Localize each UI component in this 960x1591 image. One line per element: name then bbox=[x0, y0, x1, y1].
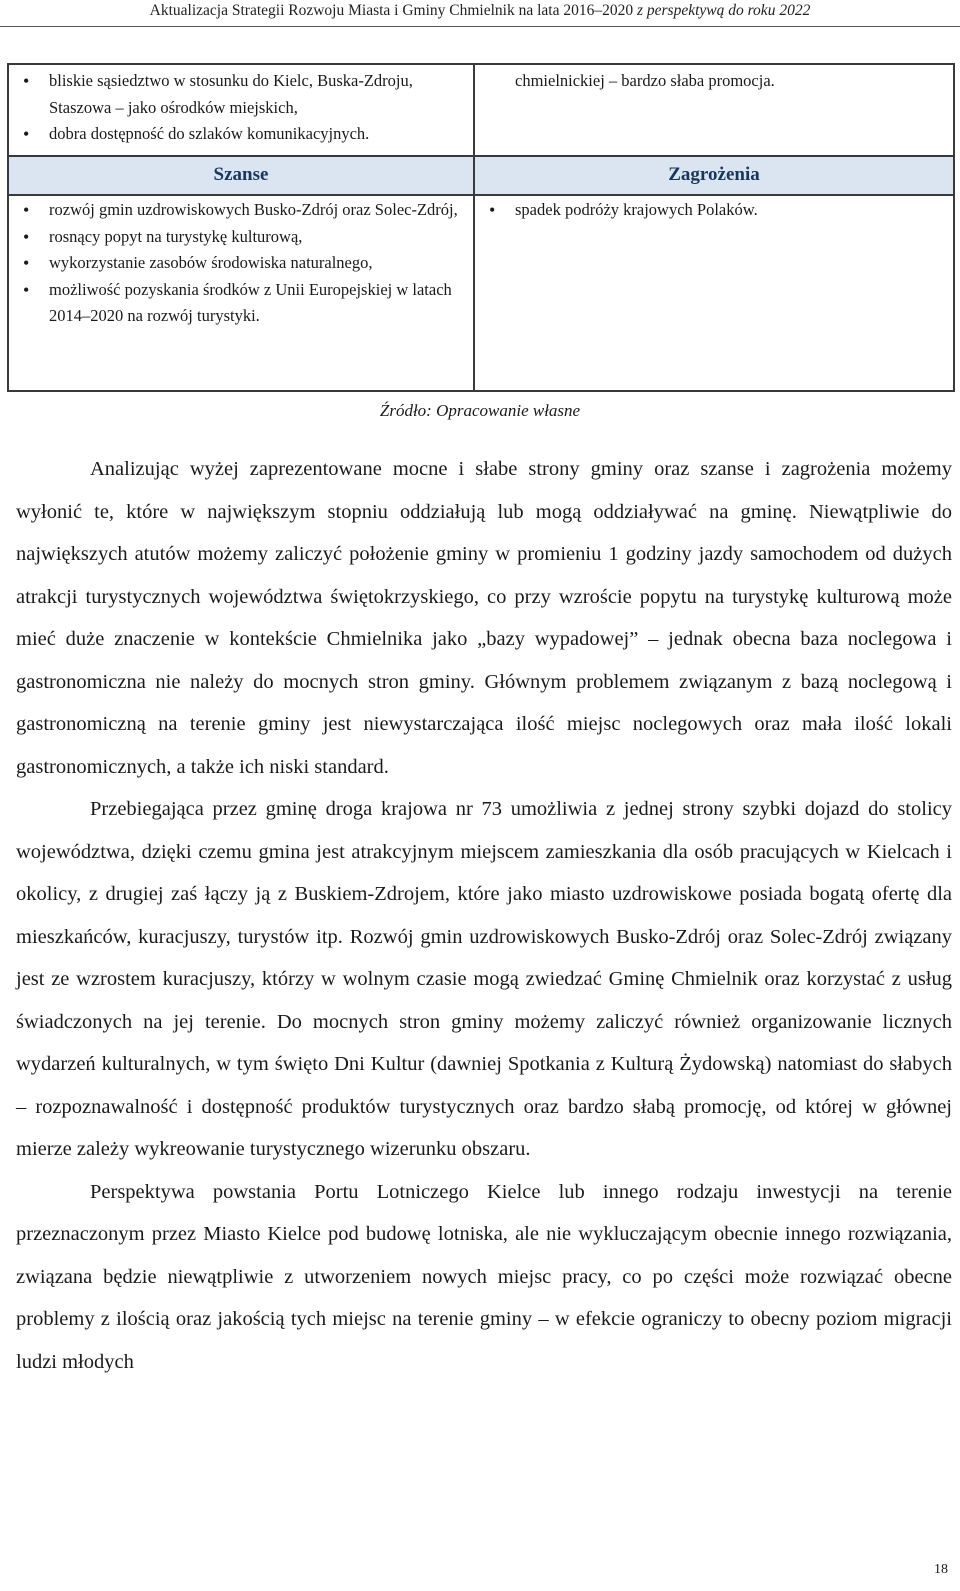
swot-row-opportunities-threats bbox=[8, 195, 954, 391]
body-text bbox=[16, 448, 952, 1383]
opportunities-cell bbox=[8, 195, 474, 391]
swot-headings-row bbox=[8, 156, 954, 195]
threats-list bbox=[475, 196, 953, 224]
list-item: • spadek podróży krajowych Polaków. bbox=[515, 197, 953, 224]
weaknesses-cell bbox=[474, 64, 954, 156]
opportunities-list bbox=[9, 196, 473, 330]
page-number: 18 bbox=[934, 1562, 948, 1577]
list-item: • dobra dostępność do szlaków komunikacyjnych. bbox=[49, 121, 473, 148]
running-header bbox=[0, 0, 960, 27]
swot-table bbox=[7, 63, 955, 392]
opportunities-heading: Szanse bbox=[8, 156, 474, 195]
weakness-continuation: chmielnickiej – bardzo słaba promocja. bbox=[515, 71, 775, 90]
list-item: • bliskie sąsiedztwo w stosunku do Kielc, Buska-Zdroju, Staszowa – jako ośrodków miejskich, bbox=[49, 68, 473, 121]
header-title-italic: z perspektywą do roku 2022 bbox=[636, 2, 811, 19]
list-item: • możliwość pozyskania środków z Unii Europejskiej w latach 2014–2020 na rozwój turystyki. bbox=[49, 277, 473, 330]
threats-cell bbox=[474, 195, 954, 391]
list-item: • wykorzystanie zasobów środowiska naturalnego, bbox=[49, 250, 473, 277]
paragraph: Perspektywa powstania Portu Lotniczego Kielce lub innego rodzaju inwestycji na terenie przeznaczonym przez Miasto Kielce pod budowę lotniska, ale nie wykluczającym obecnie innego rozwiązania, związana będzie niewątpliwie z utworzeniem nowych miejsc pracy, co po części może rozwiązać obecne problemy z ilością oraz jakością tych miejsc na terenie gminy – w efekcie ograniczy to obecny poziom migracji ludzi młodych bbox=[16, 1180, 952, 1373]
list-item: • rosnący popyt na turystykę kulturową, bbox=[49, 224, 473, 251]
strengths-cell bbox=[8, 64, 474, 156]
paragraph: Analizując wyżej zaprezentowane mocne i słabe strony gminy oraz szanse i zagrożenia możemy wyłonić te, które w największym stopniu oddziałują lub mogą oddziaływać na gminę. Niewątpliwie do największych atutów możemy zaliczyć położenie gminy w promieniu 1 godziny jazdy samochodem od dużych atrakcji turystycznych województwa świętokrzyskiego, co przy wzroście popytu na turystykę kulturową może mieć duże znaczenie w kontekście Chmielnika jako „bazy wypadowej” – jednak obecna baza noclegowa i gastronomiczna nie należy do mocnych stron gminy. Głównym problemem związanym z bazą noclegową i gastronomiczną na terenie gminy jest niewystarczająca ilość miejsc noclegowych oraz mała ilość lokali gastronomicznych, a także ich niski standard. bbox=[16, 458, 952, 778]
list-item: • rozwój gmin uzdrowiskowych Busko-Zdrój oraz Solec-Zdrój, bbox=[49, 197, 473, 224]
threats-heading: Zagrożenia bbox=[474, 156, 954, 195]
paragraph: Przebiegająca przez gminę droga krajowa nr 73 umożliwia z jednej strony szybki dojazd do stolicy województwa, dzięki czemu gmina jest atrakcyjnym miejscem zamieszkania dla osób pracujących w Kielcach i okolicy, z drugiej zaś łączy ją z Buskiem-Zdrojem, które jako miasto uzdrowiskowe posiada bogatą ofertę dla mieszkańców, kuracjuszy, turystów itp. Rozwój gmin uzdrowiskowych Busko-Zdrój oraz Solec-Zdrój związany jest ze wzrostem kuracjuszy, którzy w wolnym czasie mogą zwiedzać Gminę Chmielnik oraz korzystać z usług świadczonych na jej terenie. Do mocnych stron gminy możemy zaliczyć również organizowanie licznych wydarzeń kulturalnych, w tym święto Dni Kultur (dawniej Spotkania z Kulturą Żydowską) natomiast do słabych – rozpoznawalność i dostępność produktów turystycznych oraz bardzo słabą promocję, od której w głównej mierze zależy wykreowanie turystycznego wizerunku obszaru. bbox=[16, 798, 952, 1160]
swot-row-strengths-weaknesses bbox=[8, 64, 954, 156]
header-title: Aktualizacja Strategii Rozwoju Miasta i Gminy Chmielnik na lata 2016–2020 bbox=[149, 2, 634, 19]
source-note: Źródło: Opracowanie własne bbox=[379, 401, 581, 420]
strengths-list bbox=[9, 65, 473, 148]
